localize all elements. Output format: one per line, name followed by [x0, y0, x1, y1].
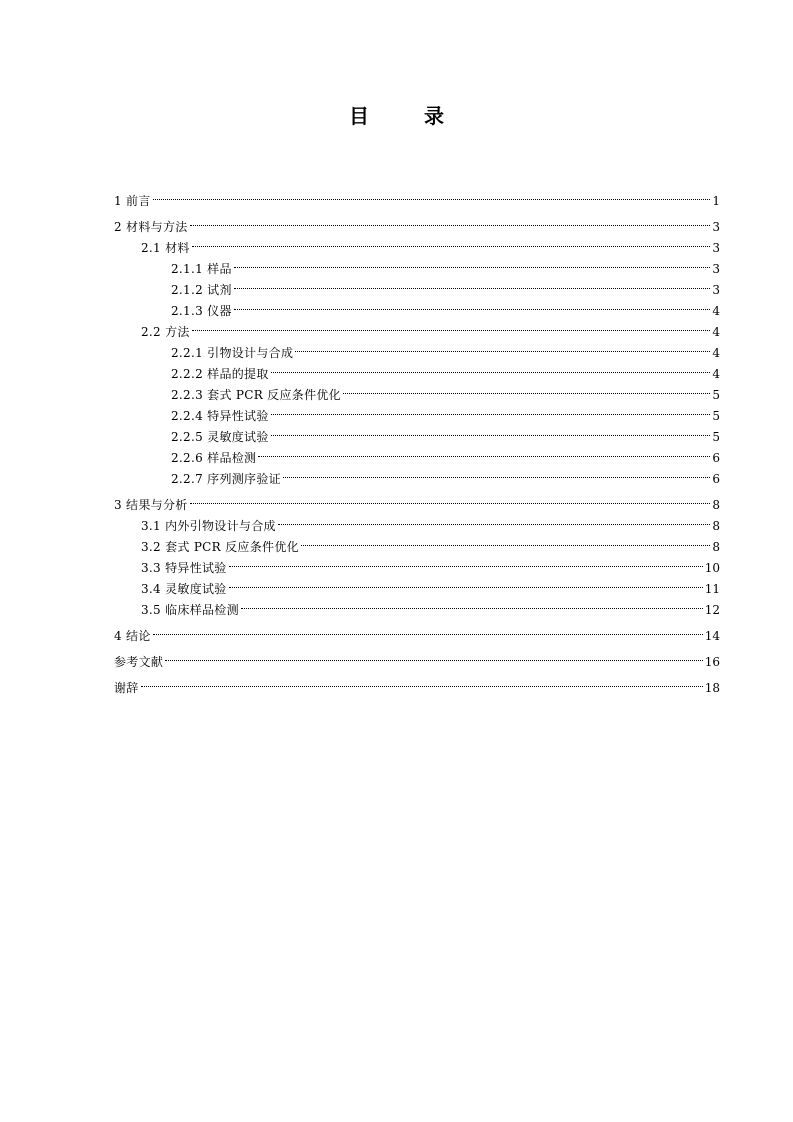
toc-entry-label: 3 结果与分析	[114, 498, 188, 512]
toc-entry[interactable]	[114, 184, 720, 208]
toc-dot-leader	[141, 671, 703, 692]
toc-entry-page-number: 3	[712, 262, 720, 276]
toc-entry-page-number: 6	[712, 472, 720, 486]
toc-dot-leader	[153, 184, 711, 205]
toc-dot-leader	[229, 572, 703, 593]
toc-dot-leader	[229, 551, 703, 572]
toc-entry-label: 谢辞	[114, 681, 139, 695]
toc-dot-leader	[234, 273, 711, 294]
toc-entry-label: 2.2.2 样品的提取	[171, 367, 269, 381]
toc-entry-page-number: 11	[704, 582, 720, 596]
toc-entry-page-number: 5	[712, 388, 720, 402]
toc-entry-label: 2.1.3 仪器	[171, 304, 232, 318]
toc-entry[interactable]	[114, 336, 720, 360]
toc-entry[interactable]	[114, 252, 720, 276]
toc-entry-label: 3.1 内外引物设计与合成	[141, 519, 276, 533]
toc-dot-leader	[241, 593, 703, 614]
page-title: 目 录	[349, 104, 468, 128]
toc-entry-label: 3.5 临床样品检测	[141, 603, 239, 617]
toc-entry-page-number: 4	[712, 346, 720, 360]
toc-entry-page-number: 12	[704, 603, 720, 617]
toc-entry-label: 2.2.1 引物设计与合成	[171, 346, 294, 360]
toc-dot-leader	[283, 462, 710, 483]
toc-entry[interactable]	[114, 509, 720, 533]
toc-entry[interactable]	[114, 315, 720, 339]
toc-dot-leader	[165, 645, 703, 666]
toc-dot-leader	[190, 488, 711, 509]
toc-dot-leader	[271, 357, 711, 378]
toc-entry[interactable]	[114, 210, 720, 234]
toc-entry-label: 3.2 套式 PCR 反应条件优化	[141, 540, 299, 554]
toc-entry-page-number: 5	[712, 409, 720, 423]
toc-entry-page-number: 14	[704, 629, 720, 643]
toc-entry-page-number: 18	[704, 681, 720, 695]
toc-dot-leader	[234, 252, 711, 273]
toc-entry[interactable]	[114, 671, 720, 695]
toc-dot-leader	[258, 441, 710, 462]
toc-entry-page-number: 1	[712, 194, 720, 208]
toc-entry-label: 2.1.2 试剂	[171, 283, 232, 297]
toc-dot-leader	[278, 509, 711, 530]
toc-entry-page-number: 4	[712, 304, 720, 318]
toc-entry-page-number: 3	[712, 283, 720, 297]
toc-entry-label: 1 前言	[114, 194, 151, 208]
toc-dot-leader	[192, 315, 711, 336]
toc-dot-leader	[343, 378, 710, 399]
toc-entry-label: 2.2.7 序列测序验证	[171, 472, 281, 486]
toc-entry-page-number: 8	[712, 498, 720, 512]
toc-dot-leader	[271, 420, 711, 441]
toc-entry-page-number: 4	[712, 367, 720, 381]
toc-entry-page-number: 10	[704, 561, 720, 575]
toc-entry-page-number: 4	[712, 325, 720, 339]
toc-dot-leader	[271, 399, 711, 420]
toc-entry-label: 2.1 材料	[141, 241, 190, 255]
toc-entry-page-number: 8	[712, 540, 720, 554]
toc-entry-label: 3.4 灵敏度试验	[141, 582, 227, 596]
toc-entry-label: 2.2.6 样品检测	[171, 451, 257, 465]
toc-entry-label: 2.2.5 灵敏度试验	[171, 430, 269, 444]
toc-entry-page-number: 3	[712, 241, 720, 255]
toc-dot-leader	[295, 336, 710, 357]
toc-dot-leader	[190, 210, 711, 231]
toc-entry-page-number: 16	[704, 655, 720, 669]
toc-dot-leader	[192, 231, 711, 252]
toc-dot-leader	[153, 619, 703, 640]
toc-entry[interactable]	[114, 231, 720, 255]
toc-entry[interactable]	[114, 645, 720, 669]
toc-entry-label: 2 材料与方法	[114, 220, 188, 234]
toc-entry-label: 2.2.4 特异性试验	[171, 409, 269, 423]
toc-entry-page-number: 5	[712, 430, 720, 444]
toc-entry-page-number: 3	[712, 220, 720, 234]
toc-entry-label: 2.2.3 套式 PCR 反应条件优化	[171, 388, 341, 402]
toc-entry[interactable]	[114, 488, 720, 512]
toc-entry[interactable]	[114, 619, 720, 643]
toc-entry-label: 2.2 方法	[141, 325, 190, 339]
toc-dot-leader	[234, 294, 711, 315]
toc-entry-label: 2.1.1 样品	[171, 262, 232, 276]
toc-entry-page-number: 6	[712, 451, 720, 465]
toc-dot-leader	[301, 530, 710, 551]
toc-entry-label: 4 结论	[114, 629, 151, 643]
toc-entry-label: 3.3 特异性试验	[141, 561, 227, 575]
toc-entry-page-number: 8	[712, 519, 720, 533]
toc-entry-label: 参考文献	[114, 655, 164, 669]
table-of-contents	[114, 184, 720, 695]
